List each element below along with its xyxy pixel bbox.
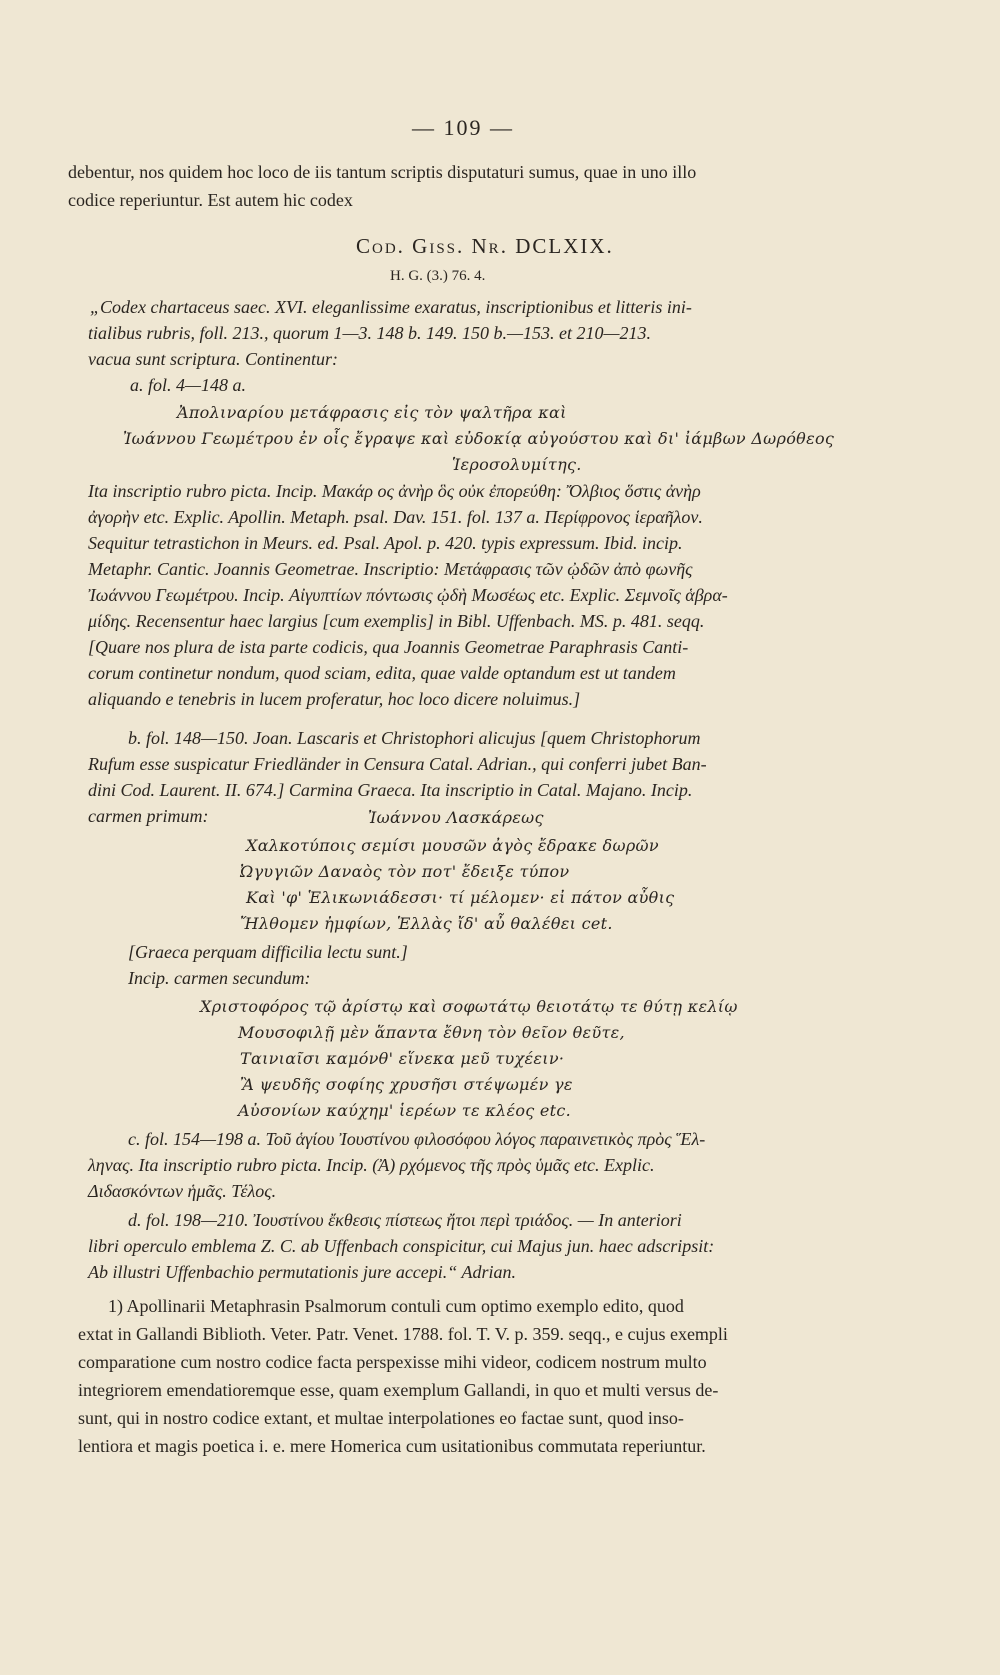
page-number: — 109 — (412, 115, 514, 140)
footnote-line-6: lentiora et magis poetica i. e. mere Homerica cum usitationibus commutata reperiuntur. (78, 1436, 706, 1456)
text-line-37: c. fol. 154—198 a. Τοῦ ἁγίου Ἰουστίνου φιλοσόφου λόγος παραινετικὸς πρὸς Ἕλ- (128, 1129, 706, 1149)
text-line-17: μίδης. Recensentur haec largius [cum exemplis] in Bibl. Uffenbach. MS. p. 481. seqq. (88, 611, 705, 631)
text-line-12: Ita inscriptio rubro picta. Incip. Μακάρ ος ἀνὴρ ὃς οὐκ ἐπορεύθη: Ὄλβιος ὅστις ἀνὴρ (88, 481, 701, 501)
text-line-15: Metaphr. Cantic. Joannis Geometrae. Inscriptio: Μετάφρασις τῶν ᾠδῶν ἀπὸ φωνῆς (88, 559, 693, 579)
greek-verse-8: Ἂ ψευδῆς σοφίης χρυσῆσι στέψωμέν γε (240, 1075, 573, 1094)
text-line-20: aliquando e tenebris in lucem proferatur, hoc loco dicere noluimus.] (88, 689, 581, 709)
text-line-13: ἀγορὴν etc. Explic. Apollin. Metaph. psal. Dav. 151. fol. 137 a. Περίφρονος ἱεραῆλον. (88, 507, 703, 527)
greek-verse-5: Χριστοφόρος τῷ ἀρίστῳ καὶ σοφωτάτῳ θειοτάτῳ τε θύτῃ κελίῳ (200, 997, 738, 1016)
greek-verse-2: Ὠγυγιῶν Δαναὸς τὸν ποτ' ἔδειξε τύπον (240, 862, 570, 881)
text-line-2: codice reperiuntur. Est autem hic codex (68, 190, 353, 210)
text-line-31: Incip. carmen secundum: (128, 968, 311, 988)
greek-verse-4: Ἤλθομεν ἠμφίων, Ἑλλὰς ἴδ' αὖ θαλέθει cet. (240, 914, 613, 933)
text-line-41: libri operculo emblema Z. C. ab Uffenbach conspicitur, cui Majus jun. haec adscripsit: (88, 1236, 715, 1256)
text-line-25: Ἰωάννου Λασκάρεως (368, 808, 544, 827)
text-line-1: debentur, nos quidem hoc loco de iis tantum scriptis disputaturi sumus, quae in uno illo (68, 162, 697, 182)
codex-heading: Cod. Giss. Nr. DCLXIX. (356, 234, 614, 258)
text-line-23: dini Cod. Laurent. II. 674.] Carmina Graeca. Ita inscriptio in Catal. Majano. Incip. (88, 780, 693, 800)
text-line-9: Ἀπολιναρίου μετάφρασις εἰς τὸν ψαλτῆρα καὶ (177, 403, 567, 422)
text-line-22: Rufum esse suspicatur Friedländer in Censura Catal. Adrian., qui conferri jubet Ban- (88, 754, 707, 774)
footnote-line-3: comparatione cum nostro codice facta perspexisse mihi videor, codicem nostrum multo (78, 1352, 707, 1372)
text-line-39: Διδασκόντων ἡμᾶς. Τέλος. (88, 1181, 277, 1201)
text-line-5: „Codex chartaceus saec. XVI. eleganlissime exaratus, inscriptionibus et litteris ini- (90, 297, 692, 317)
greek-verse-9: Αὐσονίων καύχημ' ἱερέων τε κλέος etc. (238, 1101, 572, 1120)
greek-verse-7: Ταινιαῖσι καμόνθ' εἵνεκα μεῦ τυχέειν· (240, 1049, 565, 1068)
footnote-line-5: sunt, qui in nostro codice extant, et multae interpolationes eo factae sunt, quod inso- (78, 1408, 684, 1428)
text-line-24: carmen primum: (88, 806, 209, 826)
text-line-18: [Quare nos plura de ista parte codicis, qua Joannis Geometrae Paraphrasis Canti- (88, 637, 689, 657)
text-line-10: Ἰωάννου Γεωμέτρου ἐν οἷς ἔγραψε καὶ εὐδοκίᾳ αὐγούστου καὶ δι' ἰάμβων Δωρόθεος (123, 429, 835, 448)
text-line-8: a. fol. 4—148 a. (130, 375, 247, 395)
text-line-21: b. fol. 148—150. Joan. Lascaris et Christophori alicujus [quem Christophorum (128, 728, 701, 748)
greek-verse-1: Χαλκοτύποις σεμίσι μουσῶν ἀγὸς ἔδρακε δωρῶν (246, 836, 659, 855)
footnote-line-2: extat in Gallandi Biblioth. Veter. Patr. Venet. 1788. fol. T. V. p. 359. seqq., e cujus exempli (78, 1324, 728, 1344)
codex-shelfmark: H. G. (3.) 76. 4. (390, 268, 486, 284)
text-line-30: [Graeca perquam difficilia lectu sunt.] (128, 942, 408, 962)
footnote-line-4: integriorem emendatioremque esse, quam exemplum Gallandi, in quo et multi versus de- (78, 1380, 719, 1400)
text-line-6: tialibus rubris, foll. 213., quorum 1—3. 148 b. 149. 150 b.—153. et 210—213. (88, 323, 652, 343)
text-line-19: corum continetur nondum, quod sciam, edita, quae valde optandum est ut tandem (88, 663, 676, 683)
text-line-16: Ἰωάννου Γεωμέτρου. Incip. Αἰγυπτίων πόντωσις ᾠδὴ Μωσέως etc. Explic. Σεμνοῖς ἁβρα- (88, 585, 728, 605)
greek-verse-6: Μουσοφιλῇ μὲν ἅπαντα ἔθνη τὸν θεῖον θεῦτε, (238, 1023, 625, 1042)
text-line-40: d. fol. 198—210. Ἰουστίνου ἔκθεσις πίστεως ἤτοι περὶ τριάδος. — In anteriori (128, 1210, 682, 1230)
text-line-38: ληνας. Ita inscriptio rubro picta. Incip. (Ἀ) ρχόμενος τῆς πρὸς ὑμᾶς etc. Explic. (88, 1155, 655, 1175)
text-line-11: Ἱεροσολυμίτης. (452, 455, 582, 474)
greek-verse-3: Καὶ 'φ' Ἑλικωνιάδεσσι· τί μέλομεν· εἰ πάτον αὖθις (246, 888, 675, 907)
text-line-7: vacua sunt scriptura. Continentur: (88, 349, 338, 369)
footnote-line-1: 1) Apollinarii Metaphrasin Psalmorum contuli cum optimo exemplo edito, quod (108, 1296, 684, 1316)
text-line-42: Ab illustri Uffenbachio permutationis jure accepi.“ Adrian. (88, 1262, 516, 1282)
text-line-14: Sequitur tetrastichon in Meurs. ed. Psal. Apol. p. 420. typis expressum. Ibid. incip. (88, 533, 683, 553)
